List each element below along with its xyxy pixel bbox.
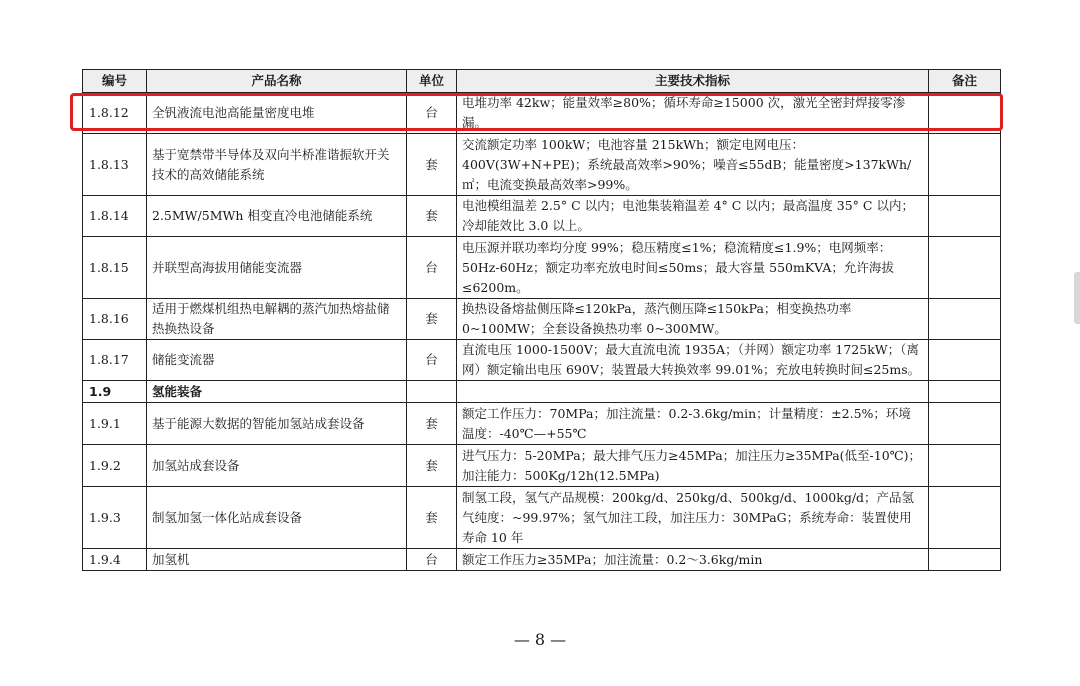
cell-code: 1.9.1 <box>83 403 147 445</box>
cell-spec: 交流额定功率 100kW；电池容量 215kWh；额定电网电压：400V(3W+N+PE)；系统最高效率>90%；噪音≤55dB；能量密度>137kWh/㎡；电流变换最高效率>99%。 <box>457 134 929 196</box>
cell-unit: 套 <box>407 299 457 340</box>
table-row <box>83 299 1001 340</box>
cell-name: 适用于燃煤机组热电解耦的蒸汽加热熔盐储热换热设备 <box>147 299 407 340</box>
cell-code: 1.8.14 <box>83 196 147 237</box>
cell-spec: 直流电压 1000-1500V；最大直流电流 1935A；（并网）额定功率 1725kW；（离网）额定输出电压 690V；装置最大转换效率 99.01%；充放电转换时间≤25ms。 <box>457 340 929 381</box>
cell-spec: 制氢工段，氢气产品规模：200kg/d、250kg/d、500kg/d、1000kg/d；产品氢气纯度：~99.97%；氢气加注工段，加注压力：30MPaG；系统寿命：装置使用寿命 10 年 <box>457 487 929 549</box>
page-number: — 8 — <box>513 630 567 649</box>
table-row <box>83 487 1001 549</box>
cell-note <box>929 445 1001 487</box>
cell-name: 基于宽禁带半导体及双向半桥准谐振软开关技术的高效储能系统 <box>147 134 407 196</box>
cell-spec: 电堆功率 42kw；能量效率≥80%；循环寿命≥15000 次，激光全密封焊接零渗漏。 <box>457 93 929 134</box>
cell-note <box>929 196 1001 237</box>
header-name: 产品名称 <box>147 70 407 93</box>
cell-code: 1.8.13 <box>83 134 147 196</box>
cell-note <box>929 93 1001 134</box>
cell-spec <box>457 381 929 403</box>
table-row <box>83 549 1001 571</box>
cell-name: 全钒液流电池高能量密度电堆 <box>147 93 407 134</box>
cell-code: 1.8.12 <box>83 93 147 134</box>
cell-name: 氢能装备 <box>147 381 407 403</box>
header-unit: 单位 <box>407 70 457 93</box>
section-row <box>83 381 1001 403</box>
cell-name: 制氢加氢一体化站成套设备 <box>147 487 407 549</box>
cell-name: 加氢站成套设备 <box>147 445 407 487</box>
cell-name: 储能变流器 <box>147 340 407 381</box>
table-row <box>83 134 1001 196</box>
cell-note <box>929 237 1001 299</box>
cell-note <box>929 487 1001 549</box>
cell-code: 1.8.17 <box>83 340 147 381</box>
header-code: 编号 <box>83 70 147 93</box>
cell-unit: 台 <box>407 93 457 134</box>
product-table <box>82 69 1001 571</box>
cell-spec: 额定工作压力≥35MPa；加注流量：0.2～3.6kg/min <box>457 549 929 571</box>
cell-name: 加氢机 <box>147 549 407 571</box>
cell-unit <box>407 381 457 403</box>
cell-code: 1.9 <box>83 381 147 403</box>
table-header-row <box>83 70 1001 93</box>
cell-code: 1.9.2 <box>83 445 147 487</box>
table-row <box>83 237 1001 299</box>
cell-unit: 套 <box>407 134 457 196</box>
cell-note <box>929 134 1001 196</box>
cell-name: 基于能源大数据的智能加氢站成套设备 <box>147 403 407 445</box>
scroll-handle[interactable] <box>1074 272 1080 324</box>
cell-note <box>929 381 1001 403</box>
cell-spec: 换热设备熔盐侧压降≤120kPa，蒸汽侧压降≤150kPa；相变换热功率 0~100MW；全套设备换热功率 0~300MW。 <box>457 299 929 340</box>
cell-code: 1.8.16 <box>83 299 147 340</box>
cell-unit: 套 <box>407 487 457 549</box>
table-row <box>83 340 1001 381</box>
cell-unit: 台 <box>407 549 457 571</box>
cell-unit: 台 <box>407 340 457 381</box>
cell-note <box>929 340 1001 381</box>
header-spec: 主要技术指标 <box>457 70 929 93</box>
cell-spec: 电池模组温差 2.5° C 以内；电池集装箱温差 4° C 以内；最高温度 35° C 以内；冷却能效比 3.0 以上。 <box>457 196 929 237</box>
cell-unit: 套 <box>407 445 457 487</box>
table-row <box>83 403 1001 445</box>
table-row <box>83 445 1001 487</box>
table-row <box>83 196 1001 237</box>
cell-spec: 电压源并联功率均分度 99%；稳压精度≤1%；稳流精度≤1.9%；电网频率：50Hz-60Hz；额定功率充放电时间≤50ms；最大容量 550mKVA；允许海拔≤6200m。 <box>457 237 929 299</box>
cell-unit: 套 <box>407 196 457 237</box>
cell-spec: 额定工作压力：70MPa；加注流量：0.2-3.6kg/min；计量精度：±2.5%；环境温度：-40℃—+55℃ <box>457 403 929 445</box>
cell-unit: 套 <box>407 403 457 445</box>
table-row <box>83 93 1001 134</box>
cell-note <box>929 403 1001 445</box>
cell-spec: 进气压力：5-20MPa；最大排气压力≥45MPa；加注压力≥35MPa(低至-10℃)；加注能力：500Kg/12h(12.5MPa) <box>457 445 929 487</box>
cell-code: 1.8.15 <box>83 237 147 299</box>
cell-unit: 台 <box>407 237 457 299</box>
cell-code: 1.9.3 <box>83 487 147 549</box>
cell-name: 并联型高海拔用储能变流器 <box>147 237 407 299</box>
header-note: 备注 <box>929 70 1001 93</box>
cell-name: 2.5MW/5MWh 相变直冷电池储能系统 <box>147 196 407 237</box>
cell-note <box>929 549 1001 571</box>
table-body <box>83 93 1001 571</box>
cell-note <box>929 299 1001 340</box>
cell-code: 1.9.4 <box>83 549 147 571</box>
